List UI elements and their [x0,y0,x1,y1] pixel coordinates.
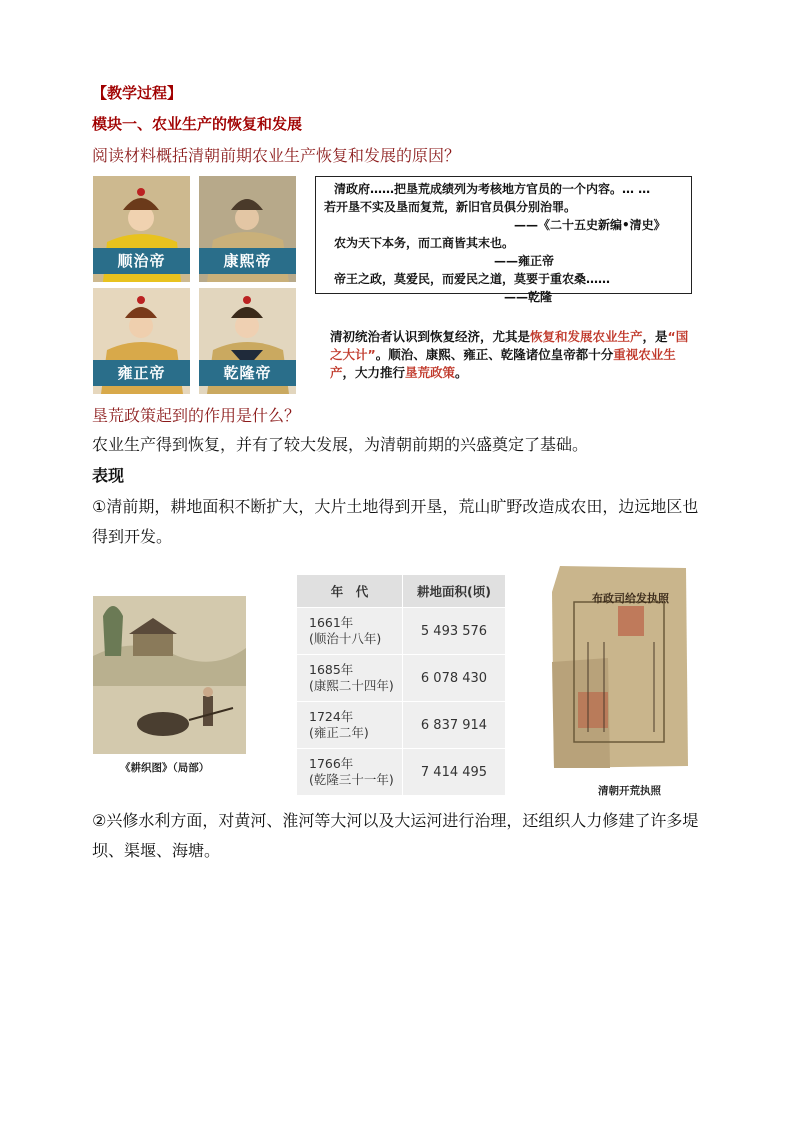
emperor-portrait-qianlong [199,288,296,394]
summary-highlight: “国之大计” [330,329,689,362]
year-cell [297,655,403,702]
summary-text: 清初统治者认识到恢复经济，尤其是 [330,329,531,344]
reign-value: (顺治十八年) [309,631,382,646]
header-year: 年 代 [297,575,403,608]
quote-source: ——乾隆 [504,290,553,304]
quote-source: ——雍正帝 [494,254,555,268]
emperor-label: 顺治帝 [93,248,190,274]
emperor-label: 康熙帝 [199,248,296,274]
summary-text: ，大力推行 [342,365,406,380]
summary-text: ，是 [642,329,668,344]
summary-paragraph [330,328,690,382]
table-row [297,655,506,702]
quote-line: 农为天下本务，而工商皆其末也。 [334,236,515,250]
painting-caption: 《耕织图》（局部） [120,762,210,774]
cultivated-land-table [296,574,506,796]
license-caption: 清朝开荒执照 [598,785,661,797]
quote-line: 清政府……把垦荒成绩列为考核地方官员的一个内容。… … [334,182,651,196]
quote-line: 帝王之政，莫爱民，而爱民之道，莫要于重农桑…… [334,272,611,286]
year-cell [297,749,403,796]
land-license-image [548,562,690,772]
point-two: ②兴修水利方面，对黄河、淮河等大河以及大运河进行治理，还组织人力修建了许多堤坝、渠堰、海塘。 [92,811,699,860]
summary-text: 。 [455,365,468,380]
table-header-row [297,575,506,608]
reign-value: (雍正二年) [309,725,369,740]
year-value: 1766年 [309,756,354,771]
reign-value: (乾隆三十一年) [309,772,394,787]
summary-text: 。顺治、康熙、雍正、乾隆诸位皇帝都十分 [375,347,614,362]
section-heading: 【教学过程】 [92,84,183,102]
summary-highlight: 垦荒政策 [405,365,456,380]
summary-highlight: 恢复和发展农业生产 [530,329,643,344]
emperor-label: 乾隆帝 [199,360,296,386]
emperor-portrait-shunzhi [93,176,190,282]
year-value: 1724年 [309,709,354,724]
year-cell [297,702,403,749]
area-cell: 5 493 576 [403,608,506,655]
quote-line: 若开垦不实及垦而复荒，新旧官员俱分别治罪。 [324,200,577,214]
module-title: 模块一、农业生产的恢复和发展 [92,115,303,133]
answer-effect: 农业生产得到恢复，并有了较大发展，为清朝前期的兴盛奠定了基础。 [92,435,589,454]
quote-source: ——《二十五史新编•清史》 [514,218,666,232]
license-header: 布政司给发执照 [592,592,669,605]
label-biaoxian: 表现 [92,466,125,485]
year-value: 1685年 [309,662,354,677]
point-one: ①清前期，耕地面积不断扩大，大片土地得到开垦，荒山旷野改造成农田，边远地区也得到开发。 [92,497,699,546]
year-value: 1661年 [309,615,354,630]
emperor-portrait-yongzheng [93,288,190,394]
emperor-label: 雍正帝 [93,360,190,386]
table-row [297,749,506,796]
table-row [297,702,506,749]
year-cell [297,608,403,655]
reign-value: (康熙二十四年) [309,678,394,693]
question-effect: 垦荒政策起到的作用是什么？ [92,406,301,425]
quote-box [315,176,692,304]
gengzhi-painting [93,596,246,754]
farming-scene-icon [93,596,246,754]
area-cell: 6 078 430 [403,655,506,702]
area-cell: 7 414 495 [403,749,506,796]
emperor-portrait-kangxi [199,176,296,282]
summary-highlight: 重视农业生产 [330,347,676,380]
question-reasons: 阅读材料概括清朝前期农业生产恢复和发展的原因？ [92,146,461,165]
table-row [297,608,506,655]
area-cell: 6 837 914 [403,702,506,749]
header-area: 耕地面积(顷) [403,575,506,608]
